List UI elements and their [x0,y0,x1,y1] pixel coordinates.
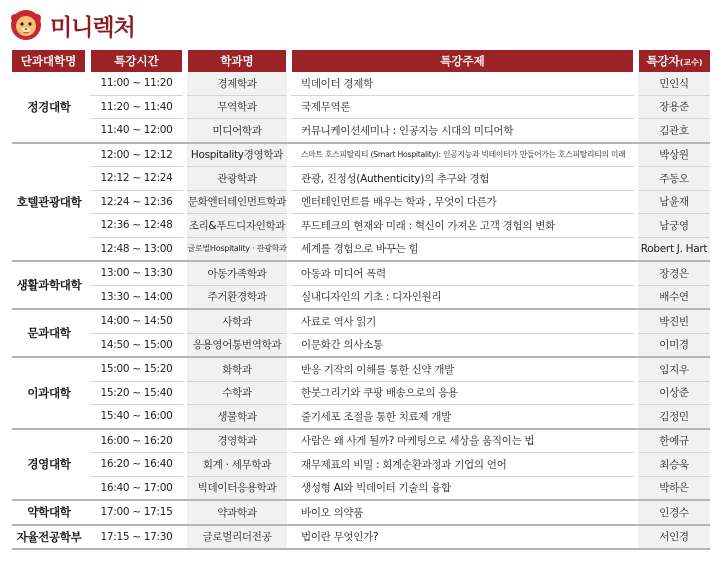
lecturer-name: 주동오 [638,167,710,191]
lion-logo-icon [10,9,42,41]
lecture-topic: 생성형 AI와 빅데이터 기술의 융합 [291,476,634,500]
lecture-time: 11:20 ~ 11:40 [90,95,183,119]
lecture-topic: 줄기세포 조절을 통한 치료제 개발 [291,405,634,429]
lecture-time: 17:15 ~ 17:30 [90,525,183,550]
department-name: 빅데이터응용학과 [187,476,287,500]
department-name: 문화엔터테인먼트학과 [187,190,287,214]
lecture-time: 13:00 ~ 13:30 [90,261,183,285]
table-row [12,309,710,333]
lecturer-name: 남윤재 [638,190,710,214]
table-row [12,476,710,500]
lecturer-name: 김관호 [638,119,710,143]
department-name: 조리&푸드디자인학과 [187,214,287,238]
header-topic: 특강주제 [291,50,634,72]
college-name: 호텔관광대학 [12,143,86,262]
table-row [12,95,710,119]
lecturer-name: 인경수 [638,500,710,525]
lecturer-name: Robert J. Hart [638,237,710,261]
lecturer-name: 한예규 [638,429,710,453]
department-name: 사학과 [187,309,287,333]
lecturer-name: 박상원 [638,143,710,167]
table-row [12,429,710,453]
table-row [12,381,710,405]
department-name: 회계 · 세무학과 [187,453,287,477]
lecture-time: 15:20 ~ 15:40 [90,381,183,405]
lecture-topic: 국제무역론 [291,95,634,119]
lecture-time: 17:00 ~ 17:15 [90,500,183,525]
department-name: 아동가족학과 [187,261,287,285]
lecture-time: 12:48 ~ 13:00 [90,237,183,261]
department-name: 경제학과 [187,72,287,95]
college-name: 경영대학 [12,429,86,501]
table-row [12,167,710,191]
table-row [12,237,710,261]
lecture-topic: 엔터테인먼트를 배우는 학과 , 무엇이 다른가 [291,190,634,214]
lecturer-name: 장경은 [638,261,710,285]
department-name: Hospitality경영학과 [187,143,287,167]
lecturer-name: 박진빈 [638,309,710,333]
department-name: 주거환경학과 [187,285,287,309]
lecturer-name: 장용준 [638,95,710,119]
lecture-time: 13:30 ~ 14:00 [90,285,183,309]
college-name: 이과대학 [12,357,86,429]
header-lecturer [638,50,710,72]
lecturer-name: 민인식 [638,72,710,95]
lecture-topic: 반응 기작의 이해를 통한 신약 개발 [291,357,634,381]
table-row [12,453,710,477]
table-row [12,333,710,357]
page-title: 미니렉처 [50,14,135,41]
lecture-time: 15:00 ~ 15:20 [90,357,183,381]
lecture-topic: 사람은 왜 사게 될까? 마케팅으로 세상을 움직이는 법 [291,429,634,453]
table-row [12,190,710,214]
department-name: 화학과 [187,357,287,381]
lecture-topic: 스마트 호스피탈리티 (Smart Hospitality): 인공지능과 빅데이터가 만들어가는 호스피탈리티의 미래 [291,143,634,167]
college-name: 약학대학 [12,500,86,525]
lecture-topic: 세계를 경험으로 바꾸는 힘 [291,237,634,261]
table-row [12,261,710,285]
table-row [12,500,710,525]
department-name: 경영학과 [187,429,287,453]
department-name: 약과학과 [187,500,287,525]
department-name: 생물학과 [187,405,287,429]
lecture-topic: 한붓그리기와 쿠팡 배송으로의 응용 [291,381,634,405]
table-row [12,143,710,167]
department-name: 글로벌리더전공 [187,525,287,550]
table-row [12,119,710,143]
lecture-time: 15:40 ~ 16:00 [90,405,183,429]
page-header [10,8,135,42]
lecture-topic: 이문화간 의사소통 [291,333,634,357]
lecture-time: 14:50 ~ 15:00 [90,333,183,357]
department-name: 미디어학과 [187,119,287,143]
header-lecturer-label: 특강자 [646,54,680,68]
lecture-time: 12:00 ~ 12:12 [90,143,183,167]
header-time: 특강시간 [90,50,183,72]
department-name: 무역학과 [187,95,287,119]
table-row [12,357,710,381]
lecturer-name: 박하은 [638,476,710,500]
lecture-topic: 재무제표의 비밀 : 회계순환과정과 기업의 언어 [291,453,634,477]
lecture-time: 14:00 ~ 14:50 [90,309,183,333]
table-row [12,525,710,550]
lecturer-name: 서인경 [638,525,710,550]
lecture-topic: 법이란 무엇인가? [291,525,634,550]
table-header-row [12,50,710,72]
table-row [12,214,710,238]
lecture-topic: 실내디자인의 기초 : 디자인원리 [291,285,634,309]
table-row [12,285,710,309]
department-name: 관광학과 [187,167,287,191]
lecture-time: 11:40 ~ 12:00 [90,119,183,143]
lecturer-name: 이상준 [638,381,710,405]
lecture-time: 16:00 ~ 16:20 [90,429,183,453]
department-name: 수학과 [187,381,287,405]
lecture-topic: 사료로 역사 읽기 [291,309,634,333]
lecture-topic: 커뮤니케이션세미나 : 인공지능 시대의 미디어학 [291,119,634,143]
college-name: 자율전공학부 [12,525,86,550]
lecturer-name: 이미경 [638,333,710,357]
lecture-time: 16:40 ~ 17:00 [90,476,183,500]
table-row [12,72,710,95]
lecture-topic: 바이오 의약품 [291,500,634,525]
lecture-topic: 빅데이터 경제학 [291,72,634,95]
header-dept: 학과명 [187,50,287,72]
college-name: 정경대학 [12,72,86,143]
lecturer-name: 김정민 [638,405,710,429]
table-row [12,405,710,429]
lecture-time: 12:36 ~ 12:48 [90,214,183,238]
lecturer-name: 배수연 [638,285,710,309]
lecturer-name: 최승욱 [638,453,710,477]
lecture-topic: 관광, 진정성(Authenticity)의 추구와 경험 [291,167,634,191]
lecturer-name: 남궁영 [638,214,710,238]
lecturer-name: 임지우 [638,357,710,381]
header-college: 단과대학명 [12,50,86,72]
college-name: 문과대학 [12,309,86,357]
lecture-time: 16:20 ~ 16:40 [90,453,183,477]
lecture-time: 11:00 ~ 11:20 [90,72,183,95]
lecture-time: 12:12 ~ 12:24 [90,167,183,191]
college-name: 생활과학대학 [12,261,86,309]
header-lecturer-suffix: (교수) [679,58,703,67]
lecture-topic: 아동과 미디어 폭력 [291,261,634,285]
lecture-topic: 푸드테크의 현재와 미래 : 혁신이 가져온 고객 경험의 변화 [291,214,634,238]
department-name: 글로벌Hospitality · 관광학과 [187,237,287,261]
department-name: 응용영어통번역학과 [187,333,287,357]
lecture-time: 12:24 ~ 12:36 [90,190,183,214]
lecture-schedule-table [12,50,710,550]
